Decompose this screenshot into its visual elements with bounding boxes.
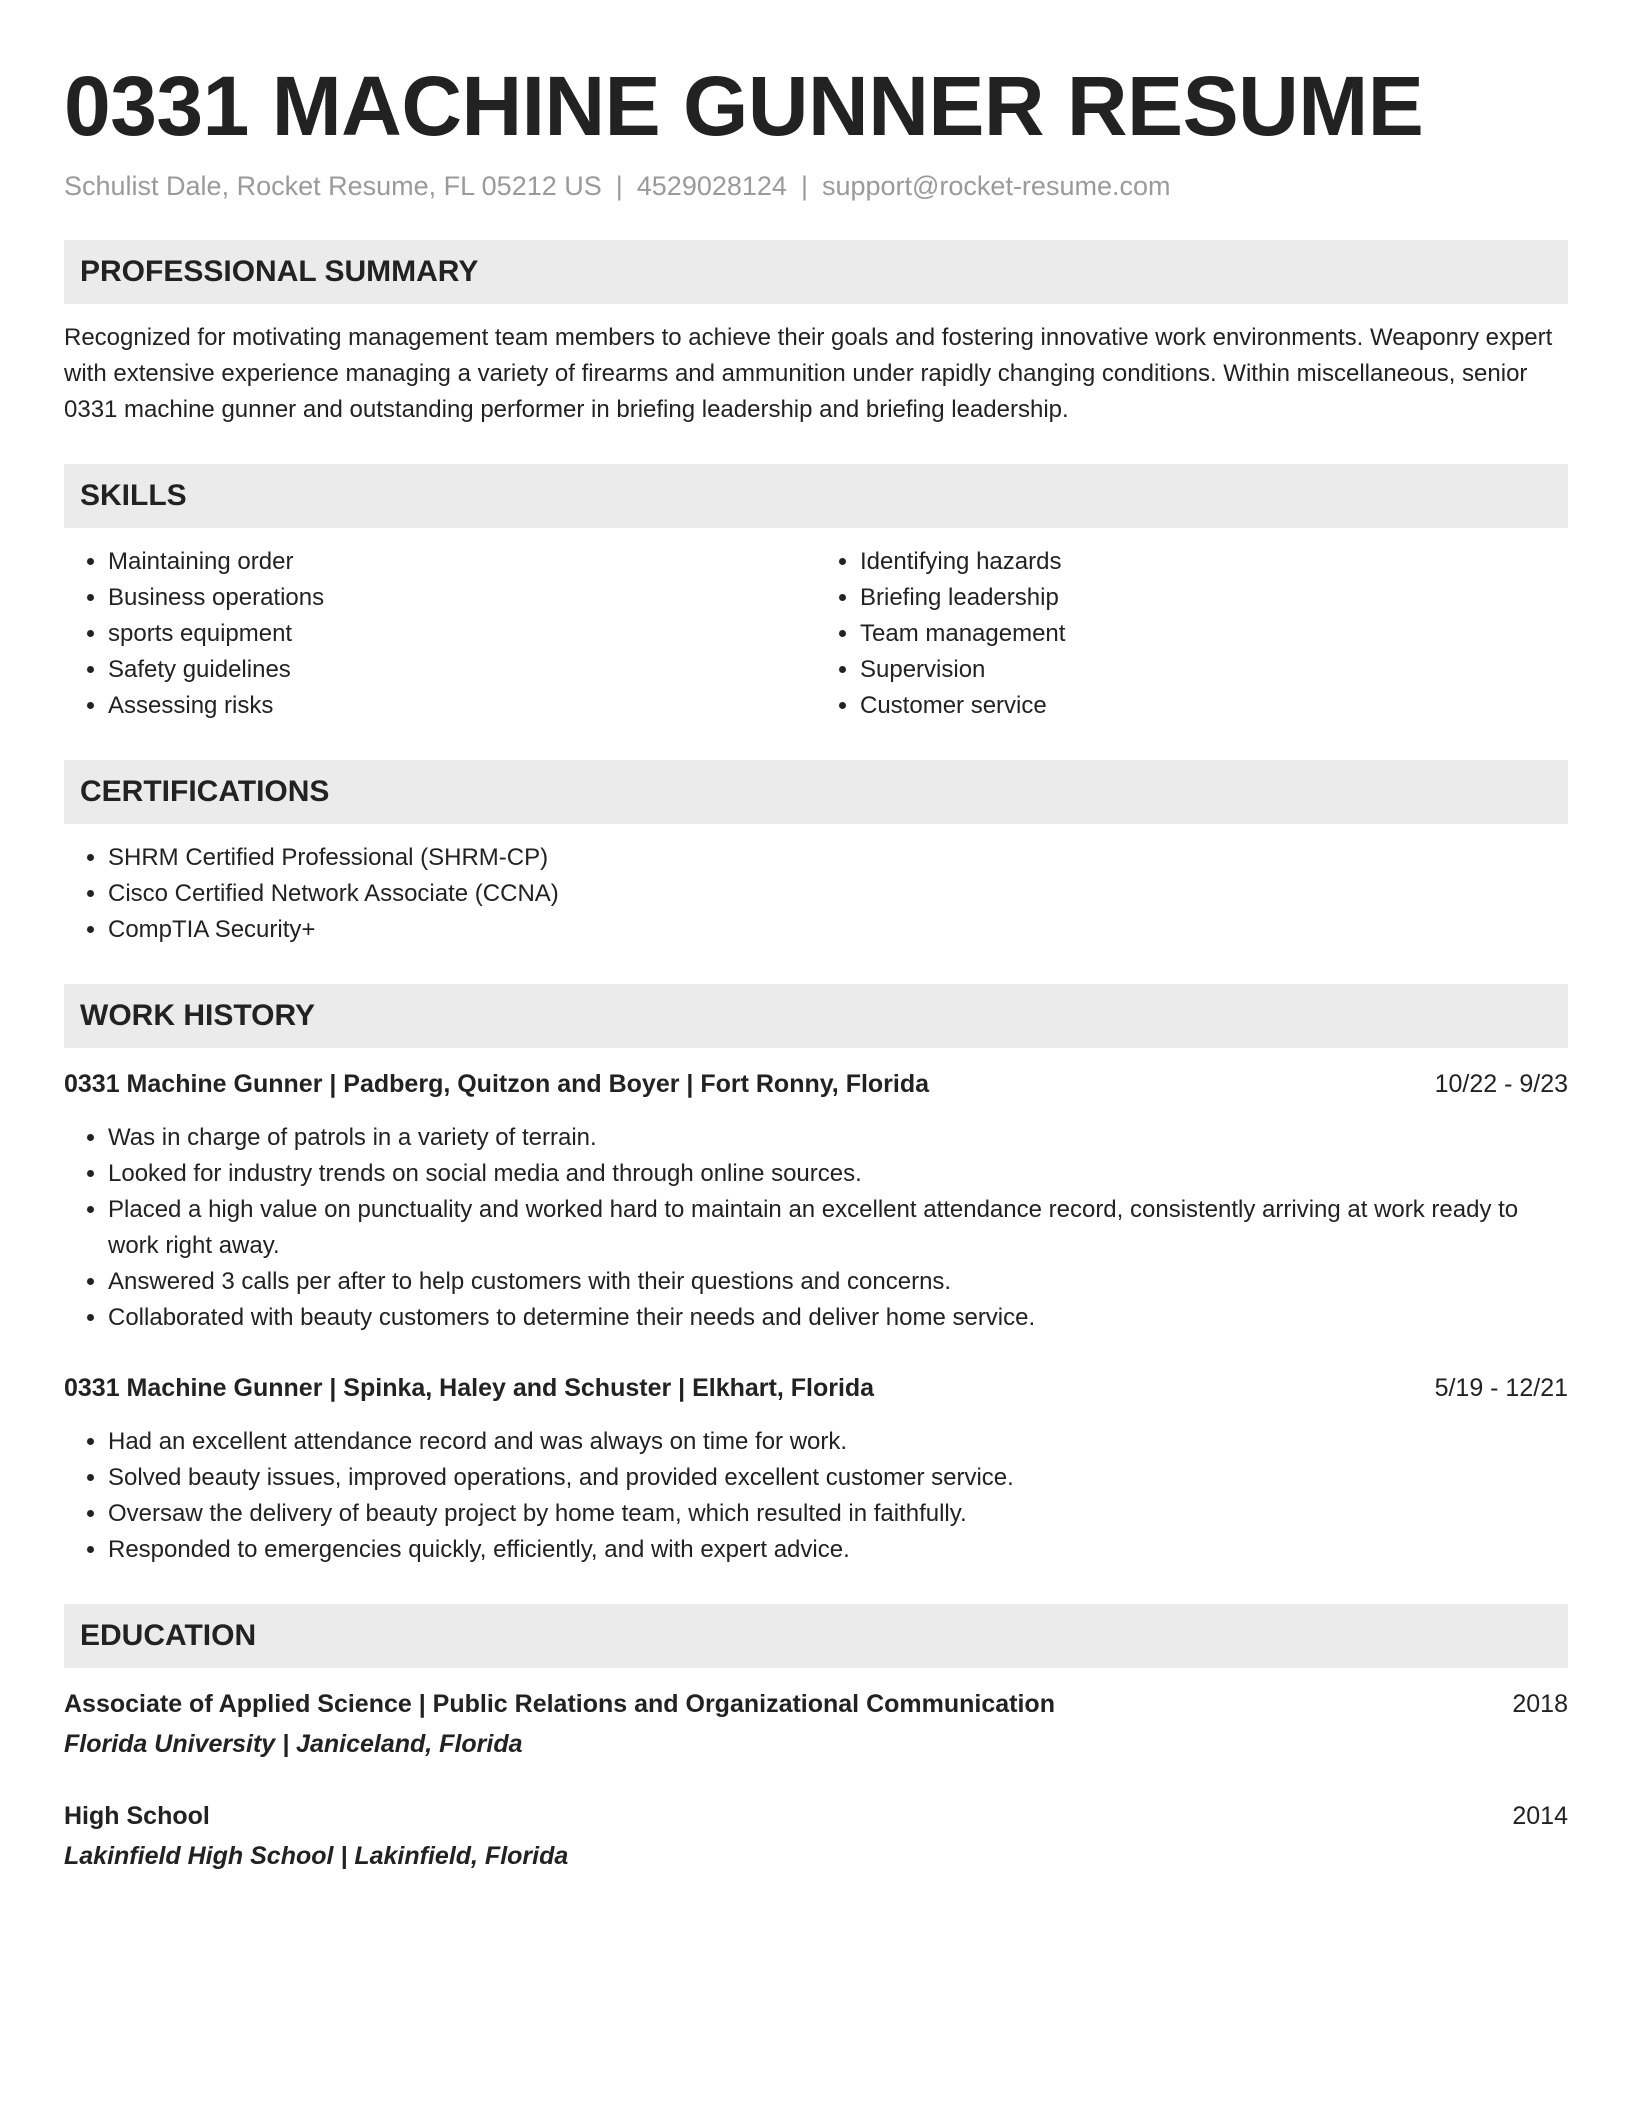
skill-item: • sports equipment (108, 616, 816, 652)
job-dates: 10/22 - 9/23 (1434, 1070, 1568, 1098)
skill-item: • Customer service (860, 688, 1568, 724)
certifications-list (64, 840, 1568, 948)
job-bullet: • Had an excellent attendance record and was always on time for work. (108, 1424, 1568, 1460)
certification-item: • SHRM Certified Professional (SHRM-CP) (108, 840, 1568, 876)
job-title: 0331 Machine Gunner | Padberg, Quitzon and Boyer | Fort Ronny, Florida (64, 1070, 930, 1098)
resume-title: 0331 MACHINE GUNNER RESUME (64, 59, 1424, 153)
education-school: Florida University | Janiceland, Florida (64, 1730, 523, 1758)
job-title: 0331 Machine Gunner | Spinka, Haley and Schuster | Elkhart, Florida (64, 1374, 875, 1402)
skills-list-right (816, 544, 1568, 724)
contact-separator: | (800, 171, 808, 201)
skill-item: • Supervision (860, 652, 1568, 688)
certification-item: • CompTIA Security+ (108, 912, 1568, 948)
education-year: 2014 (1512, 1802, 1568, 1830)
job-header (64, 1066, 1568, 1102)
contact-email: support@rocket-resume.com (821, 171, 1171, 201)
job-bullet: • Answered 3 calls per after to help customers with their questions and concerns. (108, 1264, 1568, 1300)
job-bullets (64, 1120, 1568, 1336)
job-bullet: • Collaborated with beauty customers to determine their needs and deliver home service. (108, 1300, 1568, 1336)
skill-item: • Maintaining order (108, 544, 816, 580)
contact-line (64, 168, 1568, 204)
job-dates: 5/19 - 12/21 (1434, 1374, 1568, 1402)
job-bullet: • Placed a high value on punctuality and worked hard to maintain an excellent attendance record, consistently arriving at work ready to work right away. (108, 1192, 1568, 1264)
job-header (64, 1370, 1568, 1406)
job-bullet: • Was in charge of patrols in a variety of terrain. (108, 1120, 1568, 1156)
job-bullet: • Responded to emergencies quickly, efficiently, and with expert advice. (108, 1532, 1568, 1568)
skill-item: • Team management (860, 616, 1568, 652)
skills-list-left (64, 544, 816, 724)
education-header (64, 1686, 1568, 1722)
skill-item: • Identifying hazards (860, 544, 1568, 580)
section-header-certifications: CERTIFICATIONS (64, 760, 1568, 824)
job-bullet: • Solved beauty issues, improved operations, and provided excellent customer service. (108, 1460, 1568, 1496)
certification-item: • Cisco Certified Network Associate (CCNA) (108, 876, 1568, 912)
section-header-work-history: WORK HISTORY (64, 984, 1568, 1048)
job-entry (64, 1370, 1568, 1568)
skill-item: • Business operations (108, 580, 816, 616)
section-header-skills: SKILLS (64, 464, 1568, 528)
job-bullet: • Looked for industry trends on social media and through online sources. (108, 1156, 1568, 1192)
job-bullets (64, 1424, 1568, 1568)
education-degree: High School (64, 1802, 210, 1830)
education-entry (64, 1686, 1568, 1762)
skill-item: • Safety guidelines (108, 652, 816, 688)
education-header (64, 1798, 1568, 1834)
job-bullet: • Oversaw the delivery of beauty project by home team, which resulted in faithfully. (108, 1496, 1568, 1532)
skill-item: • Assessing risks (108, 688, 816, 724)
education-year: 2018 (1512, 1690, 1568, 1718)
section-header-education: EDUCATION (64, 1604, 1568, 1668)
contact-separator: | (615, 171, 623, 201)
contact-phone: 4529028124 (636, 171, 787, 201)
skills-grid (64, 528, 1568, 724)
contact-address: Schulist Dale, Rocket Resume, FL 05212 US (64, 171, 602, 201)
job-entry (64, 1066, 1568, 1336)
skill-item: • Briefing leadership (860, 580, 1568, 616)
section-header-summary: PROFESSIONAL SUMMARY (64, 240, 1568, 304)
education-entry (64, 1798, 1568, 1874)
education-degree: Associate of Applied Science | Public Relations and Organizational Communication (64, 1690, 1055, 1718)
education-school: Lakinfield High School | Lakinfield, Florida (64, 1842, 569, 1870)
summary-text: Recognized for motivating management team members to achieve their goals and fostering innovative work environments. Weaponry expert with extensive experience managing a variety of firearms and ammunition under rapidly changing conditions. Within miscellaneous, senior 0331 machine gunner and outstanding performer in briefing leadership and briefing leadership. (64, 324, 1553, 423)
